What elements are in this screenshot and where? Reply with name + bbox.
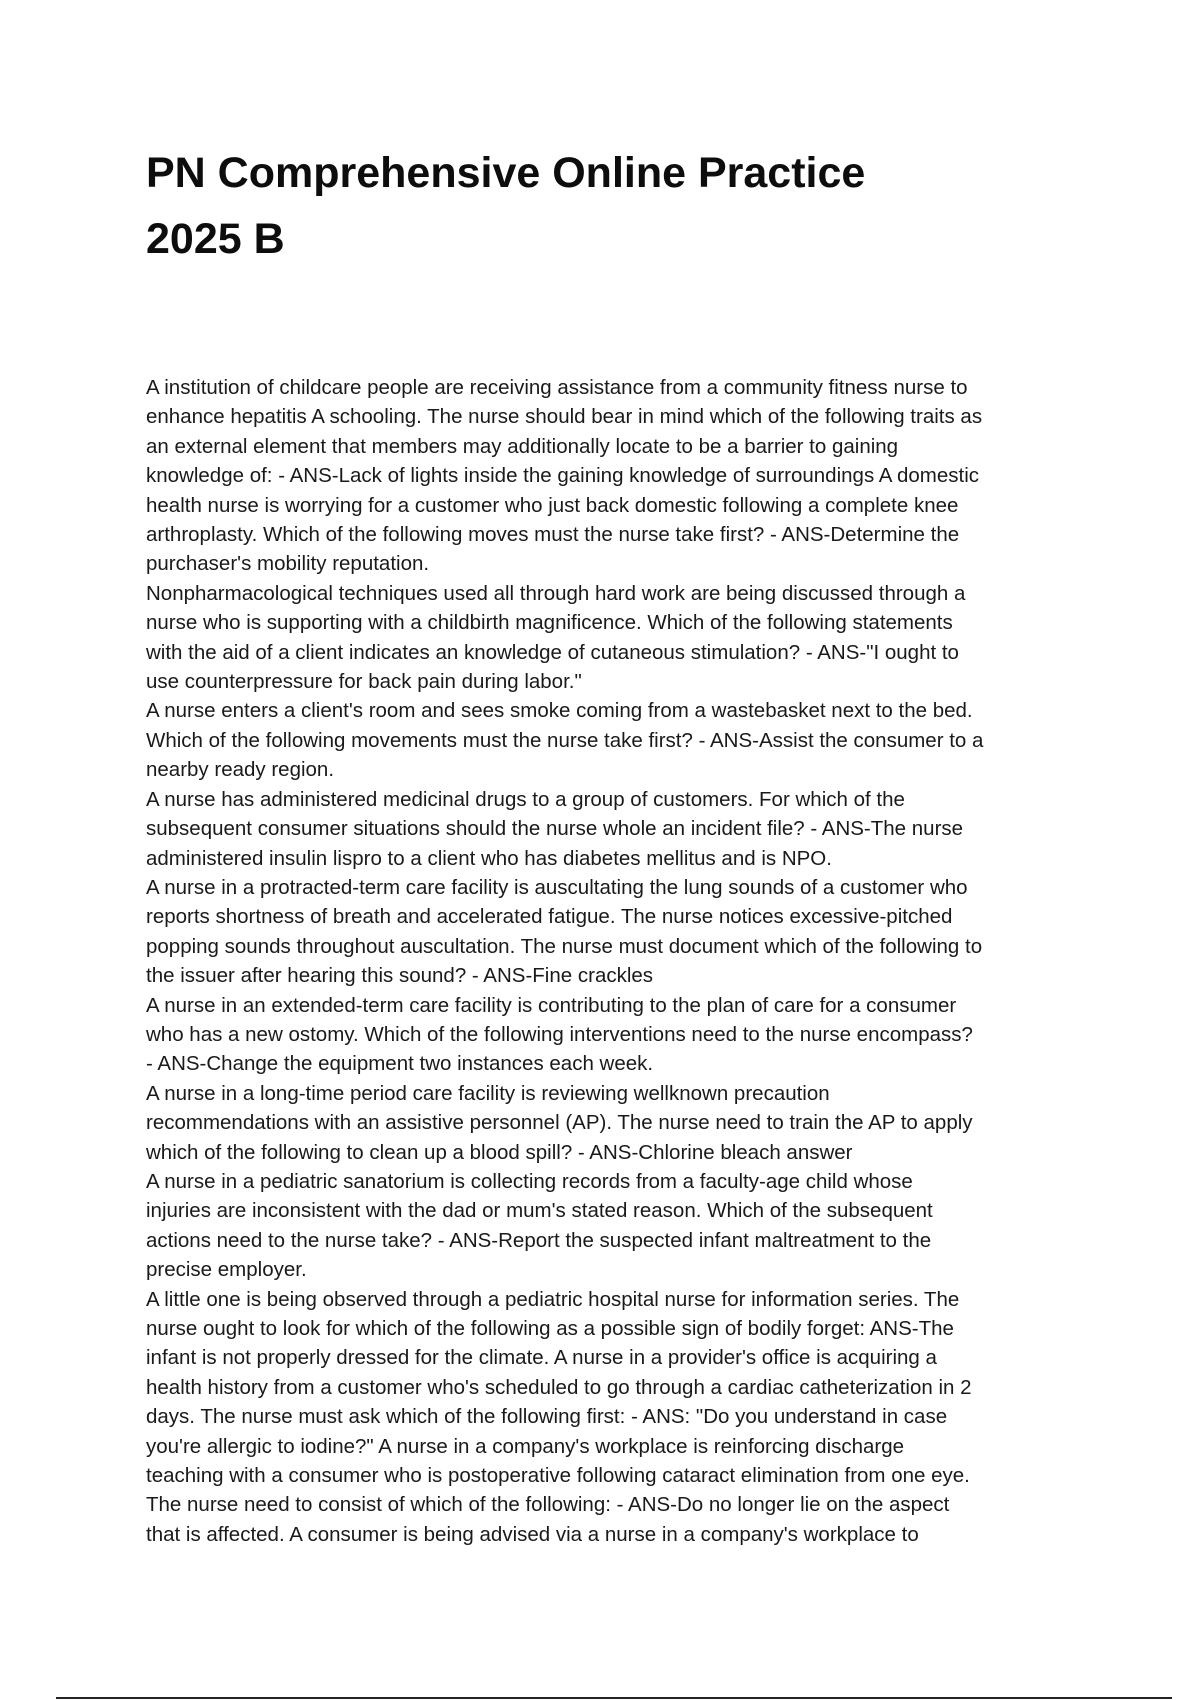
body-line: that is affected. A consumer is being advised via a nurse in a company's workplace to	[146, 1522, 919, 1546]
body-line: nurse ought to look for which of the following as a possible sign of bodily forget: ANS-The	[146, 1317, 954, 1340]
body-line: reports shortness of breath and accelerated fatigue. The nurse notices excessive-pitched	[146, 905, 953, 929]
body-line: who has a new ostomy. Which of the following interventions need to the nurse encompass?	[146, 1022, 973, 1046]
page-title	[146, 140, 1046, 272]
body-line: nurse who is supporting with a childbirth magnificence. Which of the following statements	[146, 611, 953, 635]
body-line: teaching with a consumer who is postoperative following cataract elimination from one eye.	[146, 1464, 970, 1488]
body-line: A institution of childcare people are receiving assistance from a community fitness nurse to	[146, 376, 968, 399]
body-line: the issuer after hearing this sound? - ANS-Fine crackles	[146, 964, 654, 988]
body-line: A nurse in a protracted-term care facility is auscultating the lung sounds of a customer who	[146, 875, 968, 899]
body-line: administered insulin lispro to a client who has diabetes mellitus and is NPO.	[146, 846, 832, 870]
body-line: recommendations with an assistive personnel (AP). The nurse need to train the AP to apply	[146, 1111, 973, 1135]
body-line: popping sounds throughout auscultation. The nurse must document which of the following to	[146, 934, 983, 958]
body-line: knowledge of: - ANS-Lack of lights inside the gaining knowledge of surroundings A domestic	[146, 464, 980, 488]
body-line: purchaser's mobility reputation.	[146, 552, 430, 576]
body-line: enhance hepatitis A schooling. The nurse should bear in mind which of the following traits as	[146, 405, 983, 429]
body-line: health history from a customer who's scheduled to go through a cardiac catheterization in 2	[146, 1375, 972, 1399]
body-line: health nurse is worrying for a customer who just back domestic following a complete knee	[146, 493, 959, 517]
body-line: with the aid of a client indicates an knowledge of cutaneous stimulation? - ANS-"I ought to	[146, 640, 959, 664]
page-title-line: 2025 B	[146, 215, 285, 263]
body-line: infant is not properly dressed for the climate. A nurse in a provider's office is acquiring a	[146, 1346, 937, 1370]
body-line: The nurse need to consist of which of the following: - ANS-Do no longer lie on the aspect	[146, 1493, 950, 1517]
body-line: you're allergic to iodine?" A nurse in a company's workplace is reinforcing discharge	[146, 1434, 905, 1458]
body-line: A nurse has administered medicinal drugs to a group of customers. For which of the	[146, 787, 905, 811]
document-body	[146, 373, 1062, 1549]
body-line: A nurse in an extended-term care facility is contributing to the plan of care for a consumer	[146, 993, 957, 1017]
body-line: arthroplasty. Which of the following moves must the nurse take first? - ANS-Determine the	[146, 523, 960, 547]
body-line: A nurse in a long-time period care facility is reviewing wellknown precaution	[146, 1081, 830, 1105]
body-line: injuries are inconsistent with the dad or mum's stated reason. Which of the subsequent	[146, 1199, 933, 1223]
page-title-line: PN Comprehensive Online Practice	[146, 149, 866, 197]
body-line: days. The nurse must ask which of the following first: - ANS: "Do you understand in case	[146, 1405, 948, 1429]
body-line: which of the following to clean up a blood spill? - ANS-Chlorine bleach answer	[146, 1140, 853, 1164]
body-line: A nurse in a pediatric sanatorium is collecting records from a faculty-age child whose	[146, 1169, 913, 1193]
body-line: Which of the following movements must the nurse take first? - ANS-Assist the consumer to a	[146, 728, 984, 752]
body-line: precise employer.	[146, 1258, 307, 1282]
body-line: A nurse enters a client's room and sees smoke coming from a wastebasket next to the bed.	[146, 699, 973, 723]
page-bottom-divider	[56, 1697, 1172, 1699]
body-line: subsequent consumer situations should the nurse whole an incident file? - ANS-The nurse	[146, 817, 964, 841]
body-line: nearby ready region.	[146, 758, 335, 782]
body-line: A little one is being observed through a pediatric hospital nurse for information series. The	[146, 1287, 960, 1311]
body-line: an external element that members may additionally locate to be a barrier to gaining	[146, 434, 899, 458]
body-line: - ANS-Change the equipment two instances each week.	[146, 1052, 654, 1076]
body-line: use counterpressure for back pain during labor."	[146, 670, 582, 694]
body-line: Nonpharmacological techniques used all through hard work are being discussed through a	[146, 581, 966, 605]
body-line: actions need to the nurse take? - ANS-Report the suspected infant maltreatment to the	[146, 1228, 932, 1252]
